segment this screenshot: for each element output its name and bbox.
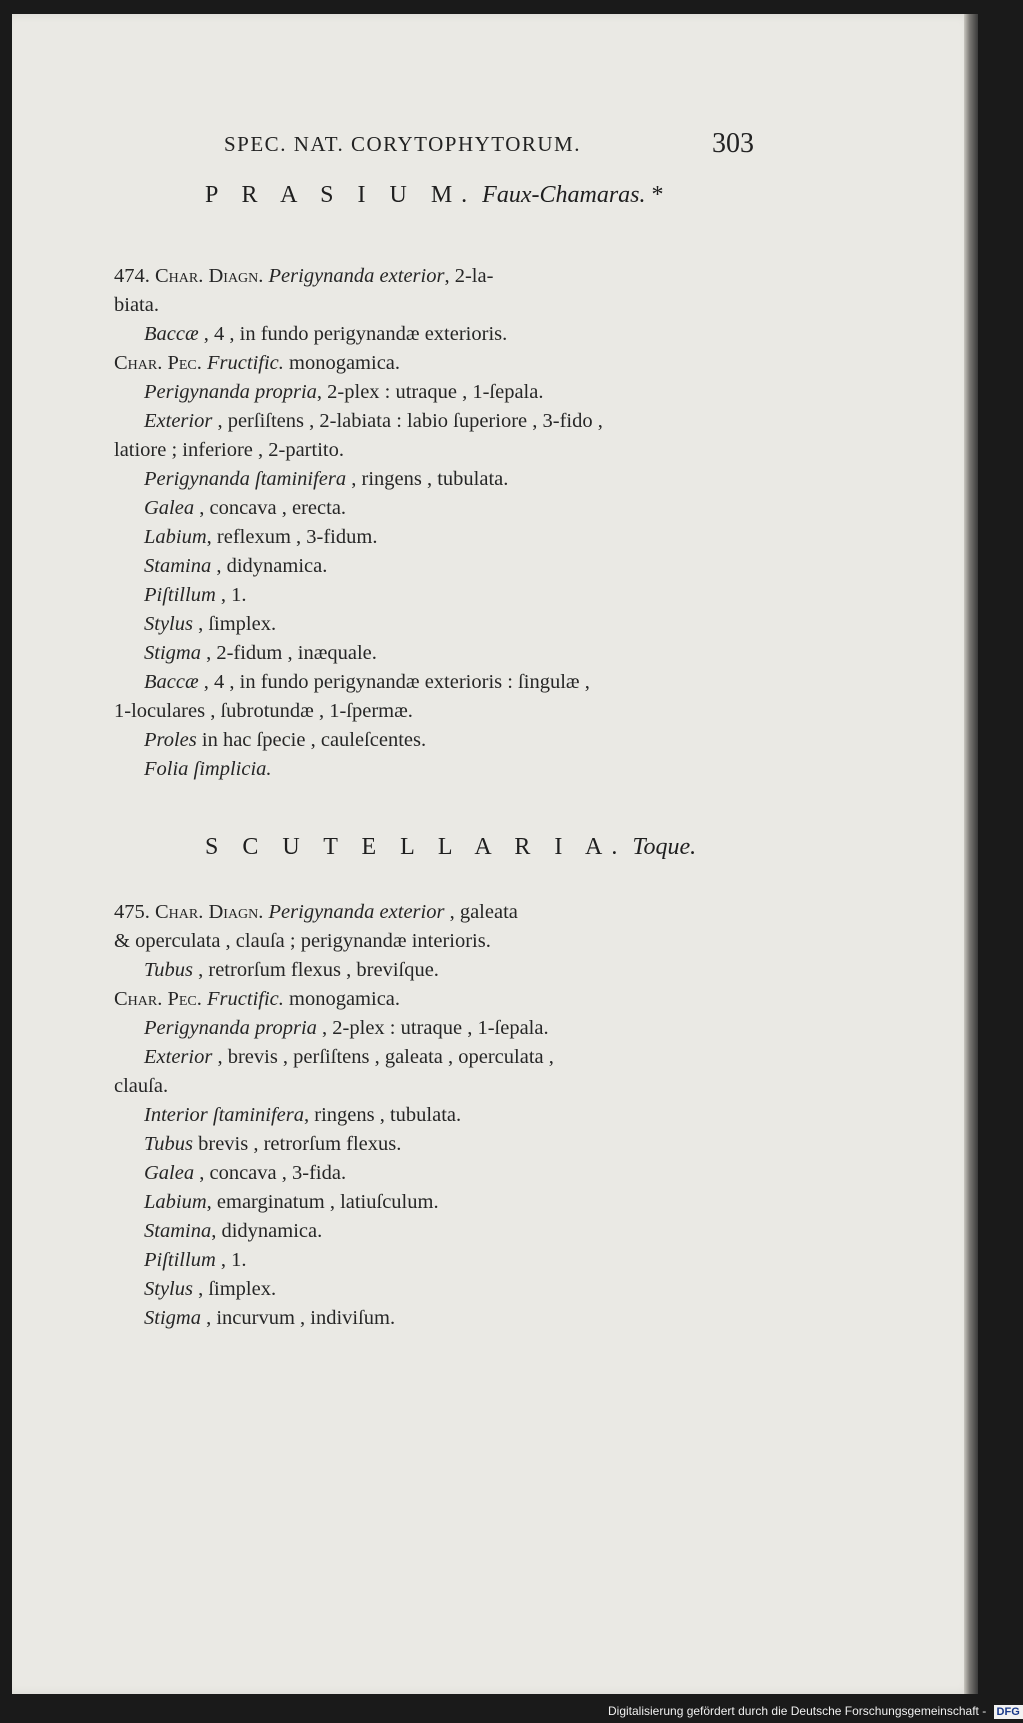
text-run: , perſiſtens , 2-labiata : labio ſuperiore , 3-fido , (212, 410, 603, 432)
italic-term: Piſtillum (144, 584, 216, 606)
text-run: latiore ; inferiore , 2-partito. (114, 439, 344, 461)
italic-term: Galea (144, 1162, 195, 1184)
french-name: Toque. (632, 834, 697, 860)
italic-term: Labium (144, 1191, 207, 1213)
small-caps-label: Char. Pec. (114, 988, 208, 1010)
text-line (114, 407, 764, 436)
text-run: , ſimplex. (192, 1278, 277, 1300)
text-run: brevis , retrorſum flexus. (193, 1133, 402, 1155)
text-line (114, 898, 764, 927)
text-run: , 1. (215, 1249, 247, 1271)
text-run: 1-loculares , ſubrotundæ , 1-ſpermæ. (114, 700, 413, 722)
section-body-prasium (114, 262, 764, 784)
small-caps-label: Char. Pec. (114, 352, 208, 374)
section-body-scutellaria (114, 898, 764, 1333)
text-run: , didynamica. (211, 1220, 323, 1242)
italic-term: Exterior (144, 1046, 213, 1068)
text-line (114, 1275, 764, 1304)
text-line (114, 1014, 764, 1043)
text-line (114, 956, 764, 985)
page-edge (964, 14, 978, 1694)
digitization-credit (608, 1700, 1020, 1722)
text-run: monogamica. (283, 988, 401, 1010)
text-run: , concava , erecta. (194, 497, 347, 519)
italic-term: Baccæ (144, 323, 199, 345)
text-line (114, 668, 764, 697)
small-caps-label: Char. Diagn. (155, 265, 269, 287)
credit-text: Digitalisierung gefördert durch die Deutsche Forschungsgemeinschaft - (608, 1704, 987, 1718)
french-name: Faux-Chamaras. (482, 182, 646, 208)
italic-term: Stamina (144, 1220, 212, 1242)
text-run: in hac ſpecie , cauleſcentes. (196, 729, 427, 751)
dfg-logo: DFG (994, 1705, 1023, 1719)
genus-name: S C U T E L L A R I A. (205, 834, 627, 860)
text-line (114, 1159, 764, 1188)
text-run: & operculata , clauſa ; perigynandæ interioris. (114, 930, 491, 952)
text-run: clauſa. (114, 1075, 169, 1097)
text-run: , galeata (444, 901, 518, 923)
text-run: , 4 , in fundo perigynandæ exterioris : ſingulæ , (198, 671, 590, 693)
italic-term: Perigynanda propria (144, 1017, 317, 1039)
text-run: 475. (114, 901, 155, 923)
text-line (114, 1130, 764, 1159)
text-run: , retrorſum flexus , breviſque. (193, 959, 439, 981)
text-line (114, 697, 764, 726)
text-run: , concava , 3-fida. (194, 1162, 347, 1184)
text-run: , 2-plex : utraque , 1-ſepala. (316, 1017, 549, 1039)
italic-term: Fructific. (207, 988, 284, 1010)
italic-term: Perigynanda exterior (268, 901, 445, 923)
text-line (114, 985, 764, 1014)
text-line (114, 639, 764, 668)
italic-term: Stylus (144, 1278, 193, 1300)
section-title-scutellaria (205, 834, 965, 861)
italic-term: Perigynanda propria (144, 381, 317, 403)
text-line (114, 1101, 764, 1130)
italic-term: Stamina (144, 555, 212, 577)
text-line (114, 1304, 764, 1333)
text-run: , emarginatum , latiuſculum. (206, 1191, 439, 1213)
text-line (114, 726, 764, 755)
italic-term: Perigynanda exterior (268, 265, 445, 287)
text-line (114, 262, 764, 291)
text-run: , ringens , tubulata. (304, 1104, 462, 1126)
small-caps-label: Char. Diagn. (155, 901, 269, 923)
text-run: monogamica. (283, 352, 401, 374)
text-line (114, 378, 764, 407)
italic-term: Folia ſimplicia. (144, 758, 272, 780)
italic-term: Tubus (144, 1133, 193, 1155)
text-run: 474. (114, 265, 155, 287)
italic-term: Galea (144, 497, 195, 519)
text-line (114, 581, 764, 610)
text-line (114, 1188, 764, 1217)
text-line (114, 494, 764, 523)
running-header (224, 128, 754, 159)
italic-term: Labium (144, 526, 207, 548)
title-mark: * (651, 182, 664, 208)
text-line (114, 523, 764, 552)
text-run: , 1. (215, 584, 247, 606)
italic-term: Proles (144, 729, 197, 751)
text-line (114, 610, 764, 639)
text-line (114, 320, 764, 349)
text-line (114, 552, 764, 581)
text-line (114, 1246, 764, 1275)
genus-name: P R A S I U M. (205, 182, 477, 208)
running-head: SPEC. NAT. CORYTOPHYTORUM. (224, 132, 581, 156)
italic-term: Interior ſtaminifera (144, 1104, 305, 1126)
text-line (114, 1217, 764, 1246)
italic-term: Baccæ (144, 671, 199, 693)
italic-term: Stylus (144, 613, 193, 635)
text-run: , didynamica. (211, 555, 328, 577)
text-run: , ringens , tubulata. (346, 468, 509, 490)
text-run: , 2-la- (444, 265, 494, 287)
text-run: , 2-fidum , inæquale. (200, 642, 377, 664)
text-line (114, 436, 764, 465)
text-line (114, 755, 764, 784)
text-line (114, 465, 764, 494)
text-line (114, 291, 764, 320)
text-run: , reflexum , 3-fidum. (206, 526, 378, 548)
section-title-prasium (205, 182, 965, 209)
text-line (114, 927, 764, 956)
text-run: biata. (114, 294, 159, 316)
italic-term: Piſtillum (144, 1249, 216, 1271)
italic-term: Perigynanda ſtaminifera (144, 468, 347, 490)
italic-term: Stigma (144, 642, 201, 664)
italic-term: Stigma (144, 1307, 201, 1329)
text-run: , 4 , in fundo perigynandæ exterioris. (198, 323, 508, 345)
page-number: 303 (712, 128, 754, 159)
text-run: , ſimplex. (192, 613, 277, 635)
text-run: , 2-plex : utraque , 1-ſepala. (316, 381, 544, 403)
italic-term: Tubus (144, 959, 193, 981)
text-line (114, 1043, 764, 1072)
text-line (114, 349, 764, 378)
text-line (114, 1072, 764, 1101)
text-run: , incurvum , indiviſum. (200, 1307, 396, 1329)
text-run: , brevis , perſiſtens , galeata , operculata , (212, 1046, 554, 1068)
italic-term: Fructific. (207, 352, 284, 374)
italic-term: Exterior (144, 410, 213, 432)
